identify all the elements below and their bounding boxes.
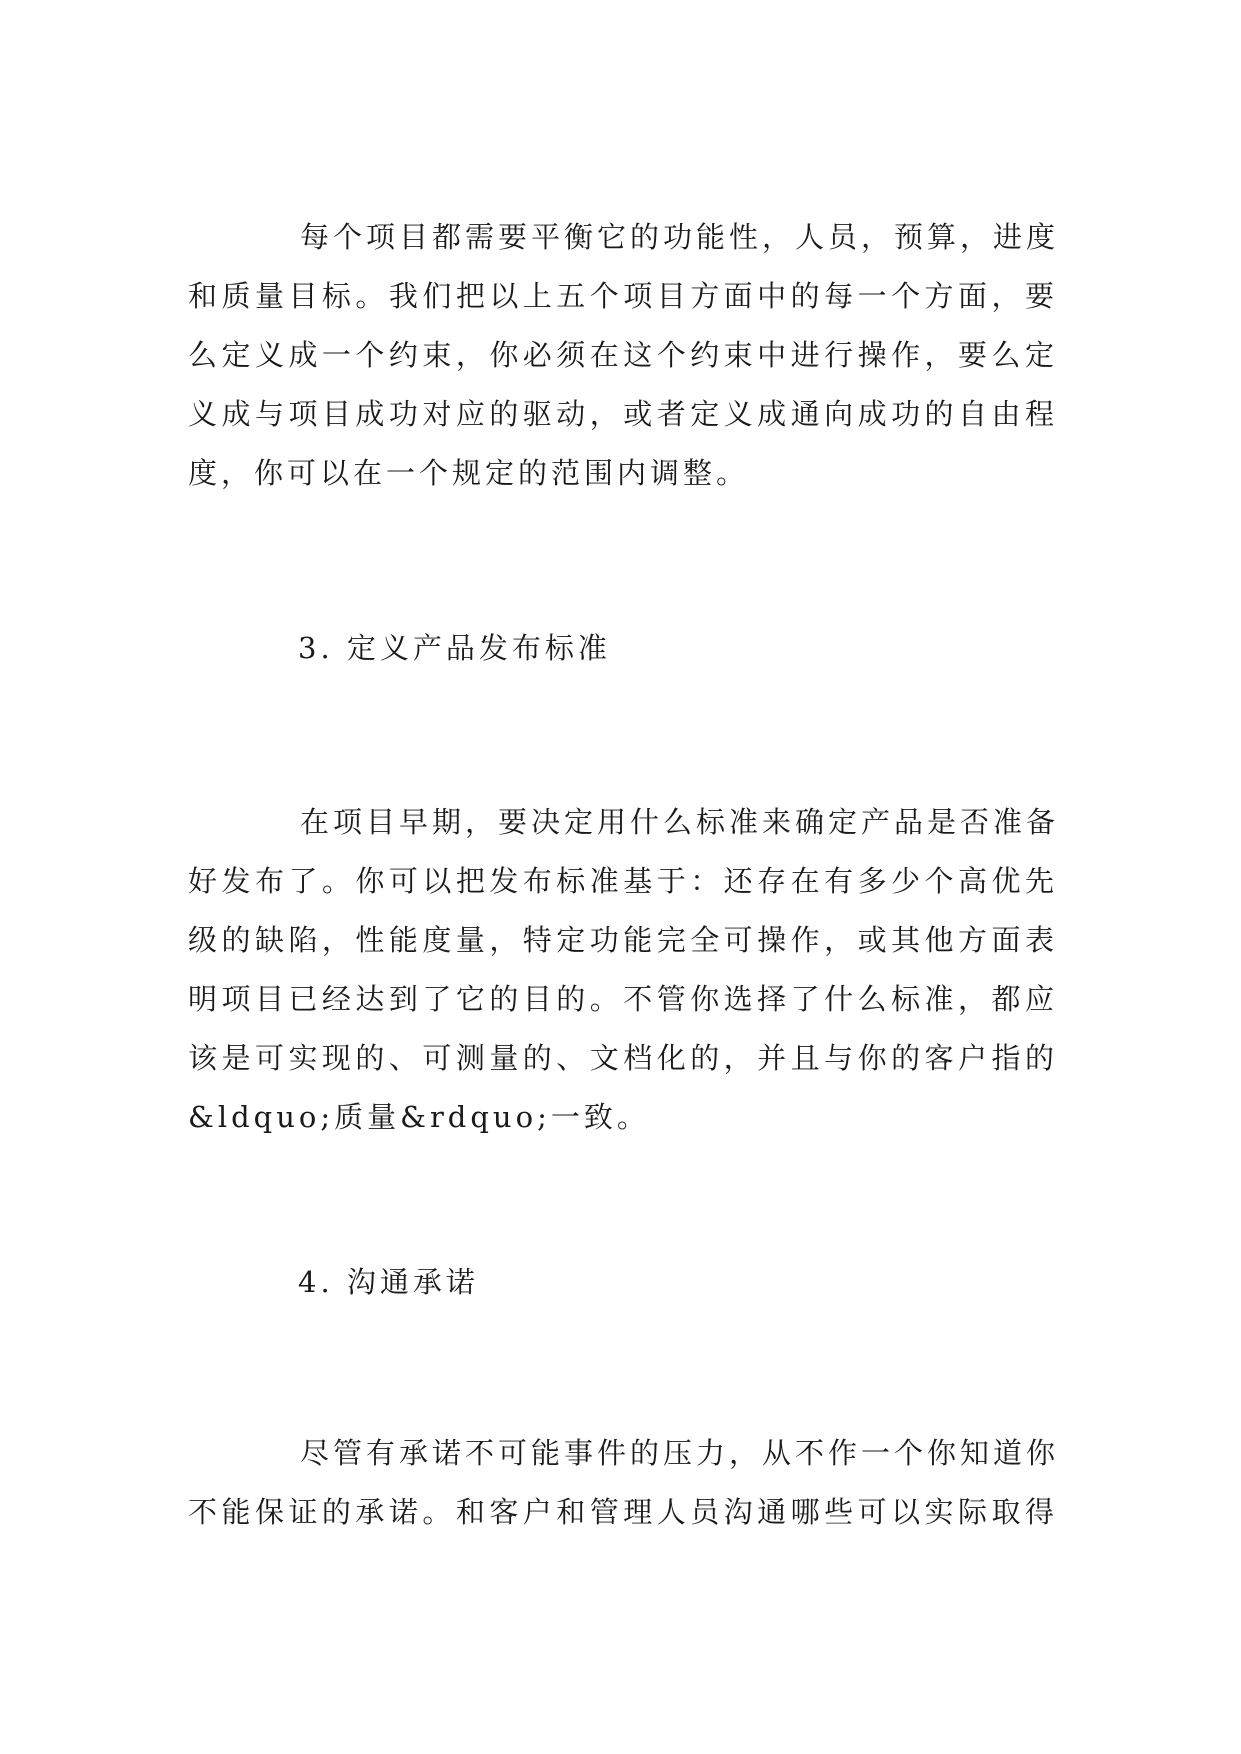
- paragraph-line: 该是可实现的、可测量的、文档化的，并且与你的客户指的: [188, 1041, 1058, 1075]
- paragraph-line: &ldquo;质量&rdquo;一致。: [188, 1100, 650, 1134]
- paragraph-line: 度，你可以在一个规定的范围内调整。: [188, 456, 750, 490]
- paragraph-line: 不能保证的承诺。和客户和管理人员沟通哪些可以实际取得: [188, 1495, 1058, 1529]
- paragraph-balance-goals: [188, 208, 1058, 503]
- paragraph-line: 明项目已经达到了它的目的。不管你选择了什么标准，都应: [188, 982, 1058, 1016]
- paragraph-line: 每个项目都需要平衡它的功能性，人员，预算，进度: [300, 220, 1060, 254]
- paragraph-commitments: [188, 1424, 1058, 1542]
- paragraph-release-criteria: [188, 793, 1058, 1147]
- paragraph-line: 在项目早期，要决定用什么标准来确定产品是否准备: [300, 805, 1060, 839]
- section-heading-communicate-commitments: 4. 沟通承诺: [298, 1265, 479, 1299]
- section-heading-release-criteria: 3. 定义产品发布标准: [298, 631, 611, 665]
- paragraph-line: 级的缺陷，性能度量，特定功能完全可操作，或其他方面表: [188, 923, 1058, 957]
- paragraph-line: 尽管有承诺不可能事件的压力，从不作一个你知道你: [300, 1436, 1060, 1470]
- paragraph-line: 义成与项目成功对应的驱动，或者定义成通向成功的自由程: [188, 397, 1058, 431]
- paragraph-line: 和质量目标。我们把以上五个项目方面中的每一个方面，要: [188, 279, 1058, 313]
- paragraph-line: 好发布了。你可以把发布标准基于：还存在有多少个高优先: [188, 864, 1058, 898]
- paragraph-line: 么定义成一个约束，你必须在这个约束中进行操作，要么定: [188, 338, 1058, 372]
